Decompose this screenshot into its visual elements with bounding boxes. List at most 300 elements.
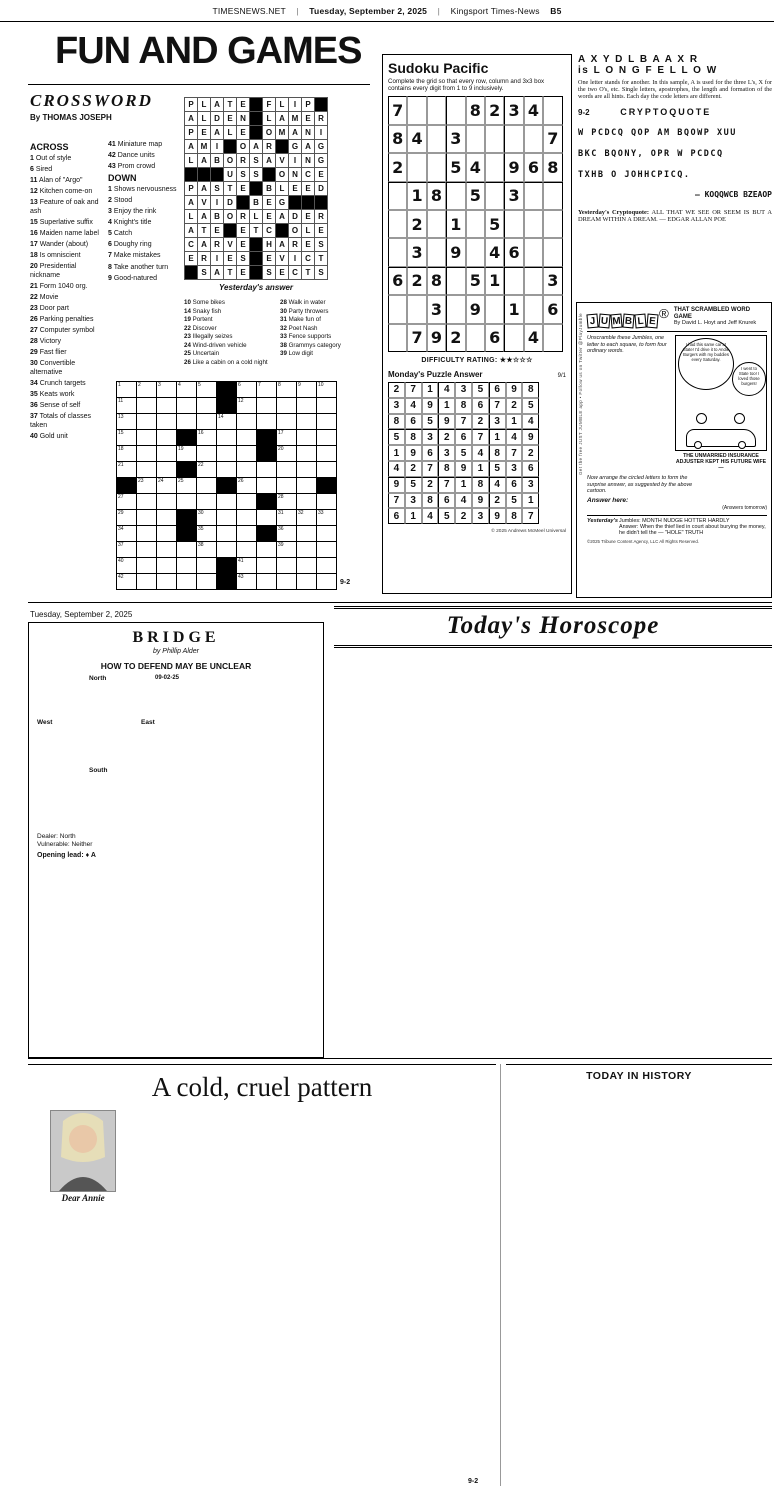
sudoku-cell: 9: [438, 414, 455, 430]
crossword-cell[interactable]: [277, 414, 297, 430]
crossword-cell[interactable]: [197, 478, 217, 494]
crossword-cell[interactable]: [297, 446, 317, 462]
clue-number: 32: [280, 324, 287, 332]
sudoku-cell[interactable]: 8: [388, 125, 407, 153]
crossword-cell[interactable]: [137, 462, 157, 478]
crossword-cell[interactable]: [237, 510, 257, 526]
sudoku-cell[interactable]: 7: [388, 96, 407, 124]
crossword-cell[interactable]: [157, 526, 177, 542]
crossword-cell[interactable]: [297, 478, 317, 494]
sudoku-cell[interactable]: 7: [543, 125, 562, 153]
sudoku-cell[interactable]: 6: [485, 324, 504, 352]
clue-number: 8: [108, 263, 112, 271]
cell-number: 22: [198, 462, 204, 468]
sudoku-cell[interactable]: 3: [543, 267, 562, 295]
crossword-cell[interactable]: [317, 446, 337, 462]
crossword-cell[interactable]: [197, 574, 217, 590]
crossword-cell[interactable]: [317, 526, 337, 542]
sudoku-cell: 6: [405, 414, 422, 430]
cartoon-figure: [696, 413, 707, 424]
crossword-cell[interactable]: [117, 526, 137, 542]
clue-text: Fence supports: [286, 333, 332, 340]
crossword-cell[interactable]: [277, 382, 297, 398]
crossword-cell[interactable]: [157, 430, 177, 446]
speech-bubble: I went to State too! I loved those burgers!: [732, 362, 766, 396]
crossword-cell[interactable]: [317, 398, 337, 414]
cell-number: 4: [178, 382, 181, 388]
sudoku-cell[interactable]: [543, 182, 562, 210]
crossword-cell[interactable]: [177, 382, 197, 398]
sudoku-cell: 1: [472, 461, 489, 477]
sudoku-cell[interactable]: [466, 238, 485, 266]
sudoku-cell[interactable]: [524, 210, 543, 238]
crossword-cell[interactable]: [117, 414, 137, 430]
crossword-clue: [184, 350, 272, 357]
clue-text: Make fun of: [286, 316, 321, 323]
crossword-clue: [30, 294, 102, 303]
sudoku-cell[interactable]: 6: [504, 238, 523, 266]
crossword-cell[interactable]: [217, 414, 237, 430]
crossword-cell[interactable]: [297, 398, 317, 414]
crossword-cell[interactable]: [217, 430, 237, 446]
crossword-cell[interactable]: [177, 494, 197, 510]
clue-text: Superlative suffix: [37, 218, 93, 226]
sudoku-cell[interactable]: [485, 295, 504, 323]
answer-grid-cell: U: [224, 168, 237, 182]
crossword-cell[interactable]: [137, 446, 157, 462]
crossword-cell[interactable]: [117, 430, 137, 446]
crossword-clue: [184, 359, 272, 366]
crossword-cell[interactable]: [257, 558, 277, 574]
crossword-cell[interactable]: [137, 558, 157, 574]
crossword-cell[interactable]: [157, 414, 177, 430]
crossword-cell[interactable]: [217, 526, 237, 542]
crossword-cell[interactable]: [157, 574, 177, 590]
sudoku-cell[interactable]: [543, 210, 562, 238]
crossword-cell[interactable]: [237, 382, 257, 398]
sudoku-cell[interactable]: [543, 96, 562, 124]
sudoku-cell[interactable]: 9: [427, 324, 446, 352]
sudoku-cell: 6: [438, 493, 455, 509]
sudoku-cell: 9: [405, 445, 422, 461]
crossword-cell[interactable]: [157, 462, 177, 478]
crossword-cell[interactable]: [197, 542, 217, 558]
crossword-cell[interactable]: [297, 462, 317, 478]
crossword-cell[interactable]: [257, 398, 277, 414]
crossword-cell[interactable]: [277, 478, 297, 494]
crossword-cell[interactable]: [297, 542, 317, 558]
answer-grid-cell: [276, 224, 289, 238]
sudoku-cell[interactable]: [427, 125, 446, 153]
advice-column-title: A cold, cruel pattern: [28, 1064, 496, 1103]
crossword-cell[interactable]: [297, 414, 317, 430]
sudoku-cell[interactable]: [427, 153, 446, 181]
crossword-cell[interactable]: [297, 574, 317, 590]
sudoku-cell[interactable]: [427, 96, 446, 124]
clue-text: Form 1040 org.: [37, 282, 88, 290]
crossword-cell[interactable]: [177, 478, 197, 494]
jumble-yesterday-answer: Answer: When the thief lied in court about burying the money, he didn't tell the — "HOLE" TRUTH: [619, 524, 766, 537]
crossword-cell[interactable]: [237, 414, 257, 430]
crossword-cell[interactable]: [277, 510, 297, 526]
answer-grid-cell: S: [250, 154, 263, 168]
crossword-cell[interactable]: [117, 462, 137, 478]
crossword-cell[interactable]: [277, 494, 297, 510]
crossword-cell[interactable]: [277, 574, 297, 590]
crossword-cell[interactable]: [257, 510, 277, 526]
crossword-cell[interactable]: [317, 382, 337, 398]
crossword-cell[interactable]: [277, 558, 297, 574]
crossword-cell[interactable]: [177, 542, 197, 558]
crossword-cell[interactable]: [117, 510, 137, 526]
crossword-cell[interactable]: [157, 494, 177, 510]
cryptoquote-attribution: — KOQQWCB BZEAOP: [694, 189, 772, 199]
crossword-cell[interactable]: [297, 382, 317, 398]
sudoku-cell[interactable]: 4: [485, 238, 504, 266]
crossword-cell[interactable]: [217, 462, 237, 478]
crossword-cell[interactable]: [297, 430, 317, 446]
crossword-cell[interactable]: [237, 446, 257, 462]
crossword-cell[interactable]: [197, 446, 217, 462]
sudoku-cell: 3: [489, 414, 506, 430]
crossword-cell[interactable]: [137, 430, 157, 446]
crossword-cell[interactable]: [197, 526, 217, 542]
sudoku-cell[interactable]: 6: [524, 153, 543, 181]
crossword-cell[interactable]: [197, 430, 217, 446]
horoscope-body: [334, 652, 772, 1056]
sudoku-cell[interactable]: 2: [407, 267, 426, 295]
sudoku-cell[interactable]: [485, 153, 504, 181]
crossword-cell[interactable]: [237, 462, 257, 478]
clue-number: 15: [30, 218, 38, 226]
horoscope-banner: [334, 606, 772, 648]
sudoku-cell[interactable]: [524, 182, 543, 210]
answer-grid-cell: G: [315, 154, 328, 168]
crossword-cell[interactable]: [137, 414, 157, 430]
sudoku-cell[interactable]: 7: [407, 324, 426, 352]
crossword-cell[interactable]: [297, 510, 317, 526]
sudoku-cell[interactable]: 3: [427, 295, 446, 323]
crossword-cell[interactable]: [317, 542, 337, 558]
crossword-cell[interactable]: [117, 558, 137, 574]
sudoku-cell[interactable]: 3: [446, 125, 465, 153]
sudoku-cell[interactable]: 8: [427, 267, 446, 295]
sudoku-cell[interactable]: 1: [504, 295, 523, 323]
sudoku-cell[interactable]: [504, 267, 523, 295]
cell-number: 29: [118, 510, 124, 516]
crossword-cell: [177, 430, 197, 446]
sudoku-credit: © 2025 Andrews McMeel Universal: [491, 529, 566, 535]
crossword-cell[interactable]: [137, 494, 157, 510]
sudoku-cell[interactable]: [466, 210, 485, 238]
horoscope-title: Today's Horoscope: [446, 612, 660, 639]
answer-grid-cell: G: [289, 140, 302, 154]
sudoku-cell: 5: [522, 398, 539, 414]
sudoku-cell: 1: [489, 429, 506, 445]
sudoku-cell[interactable]: 8: [427, 182, 446, 210]
divider: [28, 602, 772, 603]
sudoku-cell[interactable]: [388, 238, 407, 266]
answer-grid-cell: [250, 252, 263, 266]
sudoku-cell[interactable]: [407, 96, 426, 124]
sudoku-cell[interactable]: 5: [446, 153, 465, 181]
sudoku-cell[interactable]: 8: [466, 96, 485, 124]
sudoku-cell[interactable]: [466, 324, 485, 352]
sudoku-cell[interactable]: 4: [407, 125, 426, 153]
sudoku-cell: 4: [506, 429, 523, 445]
crossword-cell[interactable]: [277, 526, 297, 542]
crossword-cell[interactable]: [157, 510, 177, 526]
sudoku-cell: 5: [472, 382, 489, 398]
sudoku-cell: 7: [405, 382, 422, 398]
sudoku-cell[interactable]: 1: [446, 210, 465, 238]
sudoku-cell[interactable]: 4: [524, 96, 543, 124]
crossword-cell[interactable]: [197, 462, 217, 478]
answer-grid-cell: O: [276, 168, 289, 182]
crossword-cell[interactable]: [137, 574, 157, 590]
cell-number: 31: [278, 510, 284, 516]
sudoku-cell[interactable]: 1: [485, 267, 504, 295]
crossword-cell[interactable]: [277, 430, 297, 446]
clue-text: Computer symbol: [37, 327, 95, 335]
crossword-cell[interactable]: [157, 478, 177, 494]
sudoku-cell[interactable]: 5: [466, 182, 485, 210]
crossword-clue: [30, 199, 102, 216]
clue-text: Wind-driven vehicle: [190, 341, 247, 349]
answer-grid-cell: P: [302, 98, 315, 112]
crossword-cell[interactable]: [137, 542, 157, 558]
crossword-cell: [317, 478, 337, 494]
crossword-clue: [30, 283, 102, 292]
crossword-cell[interactable]: [277, 446, 297, 462]
clue-text: Parking penalties: [37, 316, 94, 323]
crossword-cell[interactable]: [137, 510, 157, 526]
sudoku-cell[interactable]: 6: [543, 295, 562, 323]
crossword-cell[interactable]: [257, 382, 277, 398]
sudoku-cell[interactable]: 3: [504, 182, 523, 210]
sudoku-cell[interactable]: [407, 153, 426, 181]
sudoku-cell[interactable]: [427, 238, 446, 266]
crossword-cell[interactable]: [237, 526, 257, 542]
sudoku-cell[interactable]: [504, 125, 523, 153]
sudoku-cell[interactable]: [388, 182, 407, 210]
crossword-cell[interactable]: [197, 558, 217, 574]
sudoku-cell[interactable]: [524, 267, 543, 295]
crossword-cell[interactable]: [317, 558, 337, 574]
crossword-cell[interactable]: [237, 430, 257, 446]
crossword-cell[interactable]: [177, 398, 197, 414]
answer-grid-cell: M: [276, 126, 289, 140]
sudoku-cell[interactable]: 3: [504, 96, 523, 124]
crossword-cell[interactable]: [217, 494, 237, 510]
answer-grid-cell: F: [263, 98, 276, 112]
crossword-cell[interactable]: [277, 398, 297, 414]
answer-grid-cell: A: [198, 154, 211, 168]
crossword-cell[interactable]: [177, 574, 197, 590]
crossword-cell[interactable]: [257, 478, 277, 494]
cell-number: 12: [238, 398, 244, 404]
crossword-cell[interactable]: [217, 510, 237, 526]
crossword-cell[interactable]: [157, 398, 177, 414]
crossword-cell[interactable]: [117, 542, 137, 558]
crossword-cell[interactable]: [237, 494, 257, 510]
crossword-cell[interactable]: [197, 398, 217, 414]
sudoku-cell[interactable]: [446, 267, 465, 295]
sudoku-cell[interactable]: [485, 182, 504, 210]
answer-grid-cell: [237, 196, 250, 210]
sudoku-cell[interactable]: 8: [543, 153, 562, 181]
sudoku-cell[interactable]: 2: [388, 153, 407, 181]
sudoku-cell: 8: [472, 477, 489, 493]
crossword-cell[interactable]: [277, 462, 297, 478]
sudoku-cell[interactable]: 2: [446, 324, 465, 352]
sudoku-cell[interactable]: [407, 295, 426, 323]
sudoku-cell[interactable]: [524, 125, 543, 153]
crossword-cell[interactable]: [117, 398, 137, 414]
crossword-cell[interactable]: [177, 414, 197, 430]
crossword-cell[interactable]: [317, 510, 337, 526]
answer-grid-cell: C: [263, 224, 276, 238]
sudoku-cell[interactable]: [485, 125, 504, 153]
crossword-cell[interactable]: [217, 446, 237, 462]
crossword-cell[interactable]: [317, 494, 337, 510]
jumble-taglines: [674, 306, 767, 327]
crossword-cell[interactable]: [197, 414, 217, 430]
crossword-cell[interactable]: [157, 382, 177, 398]
sudoku-cell[interactable]: [543, 324, 562, 352]
crossword-cell[interactable]: [257, 462, 277, 478]
clue-text: Crunch targets: [37, 380, 86, 388]
cell-number: 20: [278, 446, 284, 452]
clue-text: Feature of oak and ash: [30, 198, 99, 215]
clue-number: 14: [184, 307, 191, 315]
sudoku-cell[interactable]: 2: [485, 96, 504, 124]
crossword-cell[interactable]: [317, 430, 337, 446]
crossword-cell[interactable]: [297, 526, 317, 542]
yesterday-answer-label: Yesterday's answer: [218, 283, 294, 292]
answer-grid-cell: C: [302, 252, 315, 266]
jumble-logo-letter: B: [622, 314, 634, 329]
crossword-byline: By THOMAS JOSEPH: [30, 113, 112, 122]
crossword-cell[interactable]: [257, 542, 277, 558]
answer-grid-cell: L: [276, 182, 289, 196]
sudoku-cell[interactable]: [524, 295, 543, 323]
clue-text: Fast flier: [37, 349, 67, 357]
cell-number: 39: [278, 542, 284, 548]
crossword-cell[interactable]: [197, 494, 217, 510]
sudoku-cell[interactable]: 4: [524, 324, 543, 352]
crossword-cell[interactable]: [257, 414, 277, 430]
sudoku-cell[interactable]: [524, 238, 543, 266]
crossword-cell[interactable]: [137, 526, 157, 542]
crossword-cell[interactable]: [117, 494, 137, 510]
crossword-cell[interactable]: [157, 446, 177, 462]
crossword-cell[interactable]: [117, 574, 137, 590]
sudoku-cell[interactable]: [466, 125, 485, 153]
crossword-cell[interactable]: [297, 558, 317, 574]
crossword-cell[interactable]: [277, 542, 297, 558]
sudoku-cell[interactable]: 9: [466, 295, 485, 323]
crossword-cell[interactable]: [137, 478, 157, 494]
crossword-cell[interactable]: [177, 558, 197, 574]
sudoku-cell[interactable]: 9: [446, 238, 465, 266]
sudoku-cell[interactable]: 9: [504, 153, 523, 181]
sudoku-cell[interactable]: [446, 295, 465, 323]
crossword-cell: [217, 574, 237, 590]
sudoku-cell[interactable]: 4: [466, 153, 485, 181]
crossword-cell: [217, 558, 237, 574]
crossword-cell[interactable]: [297, 494, 317, 510]
sudoku-cell[interactable]: 5: [485, 210, 504, 238]
sudoku-cell[interactable]: [388, 210, 407, 238]
sudoku-cell[interactable]: [388, 324, 407, 352]
crossword-clue: [108, 230, 180, 239]
sudoku-cell[interactable]: [388, 295, 407, 323]
crossword-cell[interactable]: [117, 446, 137, 462]
sudoku-cell: 8: [422, 493, 439, 509]
cell-number: 27: [118, 494, 124, 500]
sudoku-cell[interactable]: 2: [407, 210, 426, 238]
crossword-cell[interactable]: [117, 382, 137, 398]
answer-grid-cell: [250, 112, 263, 126]
answer-grid-cell: [250, 126, 263, 140]
advice-column-body: [28, 1108, 496, 1484]
crossword-cell[interactable]: [237, 478, 257, 494]
crossword-cell[interactable]: [177, 446, 197, 462]
sudoku-cell[interactable]: 3: [407, 238, 426, 266]
crossword-cell[interactable]: [317, 574, 337, 590]
crossword-cell[interactable]: [137, 382, 157, 398]
sudoku-cell[interactable]: [504, 324, 523, 352]
sudoku-cell[interactable]: [504, 210, 523, 238]
crossword-cell[interactable]: [237, 542, 257, 558]
sudoku-cell[interactable]: [427, 210, 446, 238]
cell-number: 14: [218, 414, 224, 420]
crossword-cell[interactable]: [237, 574, 257, 590]
sudoku-cell[interactable]: 6: [388, 267, 407, 295]
cell-number: 3: [158, 382, 161, 388]
crossword-cell[interactable]: [157, 558, 177, 574]
crossword-cell[interactable]: [317, 462, 337, 478]
crossword-cell[interactable]: [317, 414, 337, 430]
cell-number: 21: [118, 462, 124, 468]
sudoku-answer-header: [388, 370, 566, 379]
sudoku-cell[interactable]: [446, 96, 465, 124]
answer-grid-cell: P: [185, 182, 198, 196]
crossword-cell[interactable]: [237, 398, 257, 414]
crossword-cell[interactable]: [197, 510, 217, 526]
answer-grid-cell: E: [198, 126, 211, 140]
answer-grid-cell: R: [263, 140, 276, 154]
answer-grid-cell: T: [224, 98, 237, 112]
answer-grid-cell: [250, 266, 263, 280]
sudoku-cell[interactable]: [543, 238, 562, 266]
sudoku-cell[interactable]: [446, 182, 465, 210]
crossword-cell[interactable]: [197, 382, 217, 398]
crossword-cell[interactable]: [217, 542, 237, 558]
crossword-cell[interactable]: [137, 398, 157, 414]
answer-grid-cell: E: [315, 168, 328, 182]
crossword-cell[interactable]: [157, 542, 177, 558]
clue-text: Party throwers: [286, 307, 329, 315]
crossword-cell[interactable]: [237, 558, 257, 574]
crossword-cell[interactable]: [257, 574, 277, 590]
sudoku-cell[interactable]: 1: [407, 182, 426, 210]
answer-grid-cell: E: [237, 266, 250, 280]
crossword-cell: [177, 526, 197, 542]
south-hand: [89, 767, 107, 775]
sudoku-cell[interactable]: 5: [466, 267, 485, 295]
